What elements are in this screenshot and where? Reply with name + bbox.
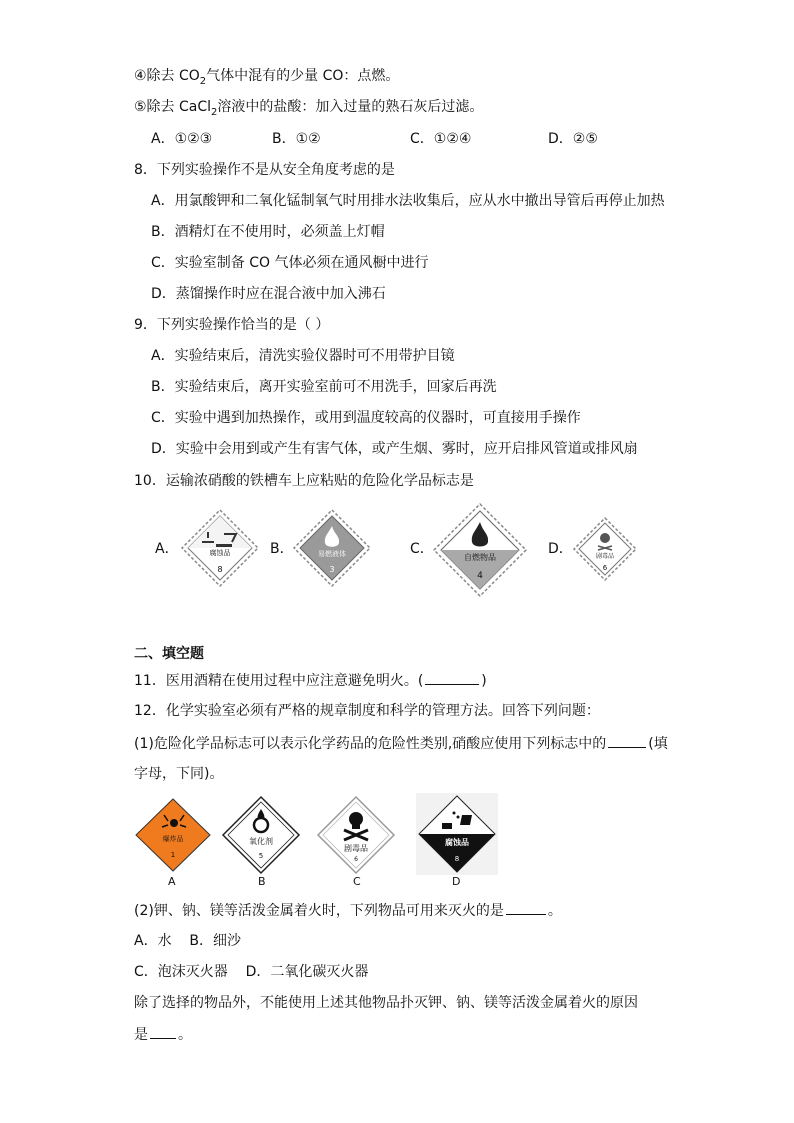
flame-icon: [432, 502, 528, 598]
q7-option-a[interactable]: A．①②③: [151, 131, 213, 147]
q9-option-b[interactable]: B．实验结束后，离开实验室前可不用洗手，回家后再洗: [151, 379, 497, 395]
q10-sign-c[interactable]: [432, 502, 528, 598]
q12-part1-end: (填: [648, 736, 668, 752]
q12-sign-a-text: 爆炸品: [162, 835, 184, 843]
q9-stem: 9．下列实验操作恰当的是（ ）: [134, 317, 330, 333]
q12-part2-answer-blank[interactable]: [506, 900, 546, 915]
q12-sign-c[interactable]: [316, 795, 396, 875]
q7-item-4-sub: 2: [199, 75, 207, 87]
q7-item-4-pre: ④除去 CO: [134, 68, 200, 84]
q12-reason-line2: [134, 1024, 192, 1045]
q12-caption-b: B: [258, 875, 266, 888]
q9-option-c[interactable]: C．实验中遇到加热操作，或用到温度较高的仪器时，可直接用手操作: [151, 410, 581, 426]
q8-option-d[interactable]: D．蒸馏操作时应在混合液中加入沸石: [151, 286, 386, 302]
q9-option-a[interactable]: A．实验结束后，清洗实验仪器时可不用带护目镜: [151, 348, 455, 364]
q12-sign-a-num: 1: [170, 851, 176, 859]
q12-caption-d: D: [452, 875, 461, 888]
q10-sign-b[interactable]: [292, 508, 372, 588]
q7-item-5: [134, 97, 483, 123]
q12-sign-c-num: 6: [354, 856, 358, 863]
skull-icon: [572, 516, 638, 582]
q10-label-b[interactable]: B．: [270, 541, 294, 557]
q10-sign-b-text: 易燃液体: [318, 550, 346, 558]
q7-option-b[interactable]: B．①②: [272, 131, 321, 147]
q10-label-a[interactable]: A．: [155, 541, 179, 557]
q12-sign-c-text: 剧毒品: [344, 844, 368, 853]
q10-sign-d-num: 6: [602, 564, 608, 572]
oxidizer-icon: [221, 795, 301, 875]
q12-sign-d-text: 腐蚀品: [445, 838, 469, 847]
q7-item-4: [134, 66, 399, 92]
q10-sign-d[interactable]: [572, 516, 638, 582]
q12-sign-a[interactable]: [134, 797, 212, 873]
flame-icon: [292, 508, 372, 588]
q10-sign-a-text: 腐蚀品: [209, 549, 231, 557]
corrosive-icon: [416, 793, 498, 875]
q12-sign-d-num: 8: [454, 855, 460, 863]
q10-stem: 10．运输浓硝酸的铁槽车上应粘贴的危险化学品标志是: [134, 473, 474, 489]
q10-sign-a[interactable]: [180, 508, 260, 588]
q12-caption-a: A: [168, 875, 176, 888]
q12-sign-b-num: 5: [258, 852, 264, 860]
q12-options-row2[interactable]: C．泡沫灭火器 D．二氧化碳灭火器: [134, 964, 369, 980]
section-title: 二、填空题: [134, 646, 204, 662]
q7-item-4-post: 气体中混有的少量 CO：点燃。: [206, 68, 400, 84]
q7-item-5-post: 溶液中的盐酸：加入过量的熟石灰后过滤。: [217, 99, 484, 115]
q10-label-d[interactable]: D．: [548, 541, 573, 557]
q8-option-b[interactable]: B．酒精灯在不使用时，必须盖上灯帽: [151, 224, 385, 240]
q11-answer-blank[interactable]: [425, 670, 479, 685]
q12-reason-end: 。: [178, 1027, 192, 1043]
q12-part1-line2: 字母，下同)。: [134, 766, 224, 782]
skull-icon: [316, 795, 396, 875]
q7-option-c[interactable]: C．①②④: [410, 131, 472, 147]
q10-sign-b-num: 3: [329, 565, 335, 574]
q12-options-row1[interactable]: A．水 B．细沙: [134, 933, 241, 949]
q7-item-5-pre: ⑤除去 CaCl: [134, 99, 212, 115]
q9-option-d[interactable]: D．实验中会用到或产生有害气体，或产生烟、雾时，应开启排风管道或排风扇: [151, 441, 638, 457]
q11-close: ): [481, 673, 487, 689]
q12-part2-end: 。: [547, 903, 562, 919]
q10-sign-c-text: 自燃物品: [464, 553, 496, 562]
q12-reason-line1: 除了选择的物品外，不能使用上述其他物品扑灭钾、钠、镁等活泼金属着火的原因: [134, 995, 638, 1011]
q12-part2: [134, 900, 562, 921]
q12-part2-text: (2)钾、钠、镁等活泼金属着火时，下列物品可用来灭火的是: [134, 903, 504, 919]
q12-reason-text: 是: [134, 1027, 148, 1043]
q10-sign-d-text: 剧毒品: [595, 553, 615, 560]
q10-sign-a-num: 8: [217, 565, 223, 574]
q10-sign-c-num: 4: [477, 571, 483, 581]
q12-sign-b[interactable]: [221, 795, 301, 875]
q11-stem: 11．医用酒精在使用过程中应注意避免明火。(: [134, 673, 424, 689]
explosion-icon: [134, 797, 212, 873]
q7-option-d[interactable]: D．②⑤: [548, 131, 598, 147]
q11-text: [134, 670, 487, 691]
q8-option-a[interactable]: A．用氯酸钾和二氧化锰制氧气时用排水法收集后，应从水中撤出导管后再停止加热: [151, 193, 665, 209]
q12-caption-c: C: [353, 875, 361, 888]
q12-reason-answer-blank[interactable]: [150, 1024, 176, 1039]
q12-part1-line1: [134, 733, 668, 754]
q8-option-c[interactable]: C．实验室制备 CO 气体必须在通风橱中进行: [151, 255, 429, 271]
q12-part1-answer-blank[interactable]: [608, 733, 646, 748]
q8-stem: 8．下列实验操作不是从安全角度考虑的是: [134, 162, 395, 178]
q12-sign-d[interactable]: [416, 793, 498, 875]
q12-part1-text: (1)危险化学品标志可以表示化学药品的危险性类别,硝酸应使用下列标志中的: [134, 736, 607, 752]
corrosive-icon: [180, 508, 260, 588]
q12-stem: 12．化学实验室必须有严格的规章制度和科学的管理方法。回答下列问题：: [134, 703, 600, 719]
q12-sign-b-text: 氧化剂: [249, 837, 273, 846]
q10-label-c[interactable]: C．: [410, 541, 434, 557]
q7-item-5-sub: 2: [211, 106, 218, 118]
